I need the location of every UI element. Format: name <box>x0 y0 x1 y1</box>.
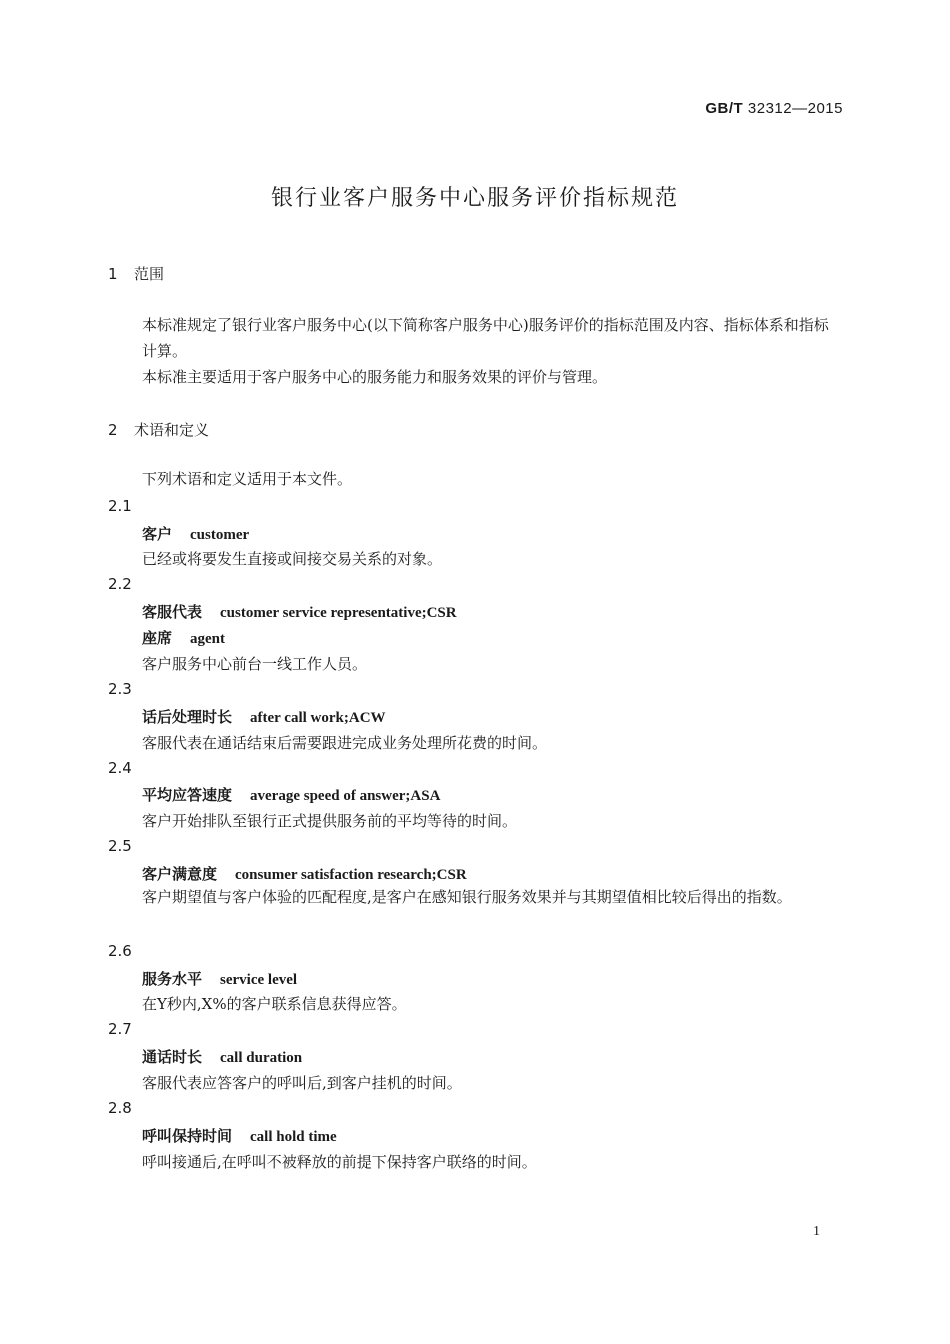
term-number: 2.2 <box>108 575 132 593</box>
term-chinese: 客服代表 <box>142 603 203 621</box>
term-title <box>142 968 297 989</box>
term-definition: 客服代表在通话结束后需要跟进完成业务处理所花费的时间。 <box>142 734 548 752</box>
term-chinese: 客户满意度 <box>142 865 218 883</box>
term-chinese: 通话时长 <box>142 1048 203 1066</box>
paragraph-text: 下列术语和定义适用于本文件。 <box>142 470 353 488</box>
term-number: 2.6 <box>108 942 132 960</box>
document-title: 银行业客户服务中心服务评价指标规范 <box>270 186 679 211</box>
term-english: agent <box>190 631 226 647</box>
term-number: 2.7 <box>108 1020 132 1038</box>
term-chinese: 话后处理时长 <box>142 708 233 726</box>
section-number: 2 <box>108 421 118 439</box>
term-chinese: 客户 <box>142 525 173 543</box>
term-english: customer <box>190 527 250 543</box>
term-title <box>142 1125 337 1146</box>
term-english: after call work;ACW <box>250 710 386 726</box>
term-definition: 客户开始排队至银行正式提供服务前的平均等待的时间。 <box>142 812 518 830</box>
term-chinese: 平均应答速度 <box>142 786 233 804</box>
term-english: consumer satisfaction research;CSR <box>235 867 467 883</box>
term-definition: 在Y秒内,X%的客户联系信息获得应答。 <box>142 995 407 1013</box>
term-definition: 客户服务中心前台一线工作人员。 <box>142 655 368 673</box>
term-title <box>142 863 467 884</box>
section-heading-terms <box>108 419 209 440</box>
term-english: service level <box>220 972 298 988</box>
term-title <box>142 706 386 727</box>
term-title <box>142 1046 302 1067</box>
term-chinese: 座席 <box>142 629 173 647</box>
standard-number: 32312—2015 <box>747 100 843 117</box>
term-number: 2.4 <box>108 759 132 777</box>
terms-intro <box>108 466 843 492</box>
term-alt-title <box>142 627 225 648</box>
term-definition: 客户期望值与客户体验的匹配程度,是客户在感知银行服务效果并与其期望值相比较后得出的指数。 <box>142 888 792 906</box>
term-chinese: 服务水平 <box>142 970 203 988</box>
paragraph-text: 本标准主要适用于客户服务中心的服务能力和服务效果的评价与管理。 <box>142 368 608 386</box>
term-number: 2.1 <box>108 497 132 515</box>
term-english: call hold time <box>250 1129 337 1145</box>
term-definition: 呼叫接通后,在呼叫不被释放的前提下保持客户联络的时间。 <box>142 1153 537 1171</box>
term-english: customer service representative;CSR <box>220 605 457 621</box>
section-title: 范围 <box>134 265 165 283</box>
standard-prefix: GB/T <box>705 100 744 117</box>
section-heading-scope <box>108 263 164 284</box>
term-definition: 客服代表应答客户的呼叫后,到客户挂机的时间。 <box>142 1074 462 1092</box>
term-title <box>142 523 249 544</box>
scope-paragraph-2 <box>108 364 843 390</box>
term-number: 2.8 <box>108 1099 132 1117</box>
term-number: 2.3 <box>108 680 132 698</box>
term-definition: 已经或将要发生直接或间接交易关系的对象。 <box>142 550 443 568</box>
section-title: 术语和定义 <box>134 421 210 439</box>
term-english: average speed of answer;ASA <box>250 788 441 804</box>
page-number: 1 <box>813 1224 820 1239</box>
term-english: call duration <box>220 1050 303 1066</box>
term-title <box>142 601 457 622</box>
standard-code <box>705 100 843 117</box>
scope-paragraph-1 <box>108 312 843 364</box>
term-chinese: 呼叫保持时间 <box>142 1127 233 1145</box>
term-title <box>142 784 440 805</box>
paragraph-text: 本标准规定了银行业客户服务中心(以下简称客户服务中心)服务评价的指标范围及内容、指标体系和指标计算。 <box>142 316 829 360</box>
section-number: 1 <box>108 265 118 283</box>
term-number: 2.5 <box>108 837 132 855</box>
